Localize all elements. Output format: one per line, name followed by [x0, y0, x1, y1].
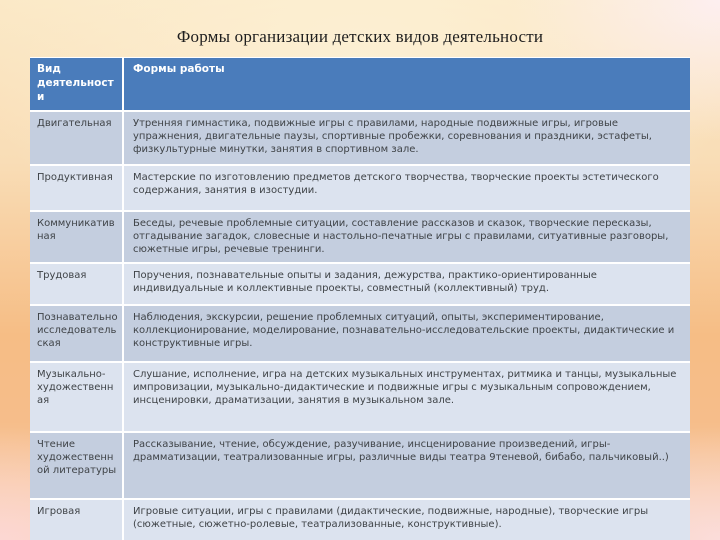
forms-cell: Рассказывание, чтение, обсуждение, разучивание, инсценирование произведений, игры-драмматизации, театрализованные игры, различные виды театра 9теневой, бибабо, пальчиковый..) [124, 433, 690, 498]
table-row [30, 306, 690, 363]
activity-cell: Продуктивная [30, 166, 124, 210]
activity-cell: Игровая [30, 500, 124, 540]
slide-title: Формы организации детских видов деятельности [176, 27, 544, 46]
table-row [30, 166, 690, 212]
table-row [30, 363, 690, 433]
forms-cell: Мастерские по изготовлению предметов детского творчества, творческие проекты эстетического содержания, занятия в изостудии. [124, 166, 690, 210]
activity-cell: Чтение художественной литературы [30, 433, 124, 498]
forms-cell: Игровые ситуации, игры с правилами (дидактические, подвижные, народные), творческие игры (сюжетные, сюжетно-ролевые, театрализованные, конструктивные). [124, 500, 690, 540]
activity-cell: Познавательноисследовательская [30, 306, 124, 361]
table-row [30, 500, 690, 540]
forms-cell: Утренняя гимнастика, подвижные игры с правилами, народные подвижные игры, игровые упражнения, двигательные паузы, спортивные пробежки, соревнования и праздники, эстафеты, физкультурные минутки, занятия в спортивном зале. [124, 112, 690, 164]
column-header-activity-type: Вид деятельности [30, 58, 124, 110]
activity-cell: Двигательная [30, 112, 124, 164]
table-row [30, 433, 690, 500]
table-row [30, 112, 690, 166]
forms-cell: Наблюдения, экскурсии, решение проблемных ситуаций, опыты, экспериментирование, коллекционирование, моделирование, познавательно-исследовательские проекты, дидактические и конструктивные игры. [124, 306, 690, 361]
activity-cell: Музыкально-художественная [30, 363, 124, 431]
table-row [30, 212, 690, 264]
activity-cell: Коммуникативная [30, 212, 124, 262]
activity-forms-table [30, 57, 690, 540]
column-header-work-forms: Формы работы [133, 63, 225, 75]
table-header-row [30, 58, 690, 112]
forms-cell: Поручения, познавательные опыты и задания, дежурства, практико-ориентированные индивидуальные и коллективные проекты, совместный (коллективный) труд. [124, 264, 690, 304]
table-row [30, 264, 690, 306]
activity-cell: Трудовая [30, 264, 124, 304]
forms-cell: Беседы, речевые проблемные ситуации, составление рассказов и сказок, творческие пересказы, отгадывание загадок, словесные и настольно-печатные игры с правилами, ситуативные разговоры, сюжетные игры, речевые тренинги. [124, 212, 690, 262]
forms-cell: Слушание, исполнение, игра на детских музыкальных инструментах, ритмика и танцы, музыкальные импровизации, музыкально-дидактические и подвижные игры с музыкальным сопровождением, инсценировки, драматизации, занятия в музыкальном зале. [124, 363, 690, 431]
